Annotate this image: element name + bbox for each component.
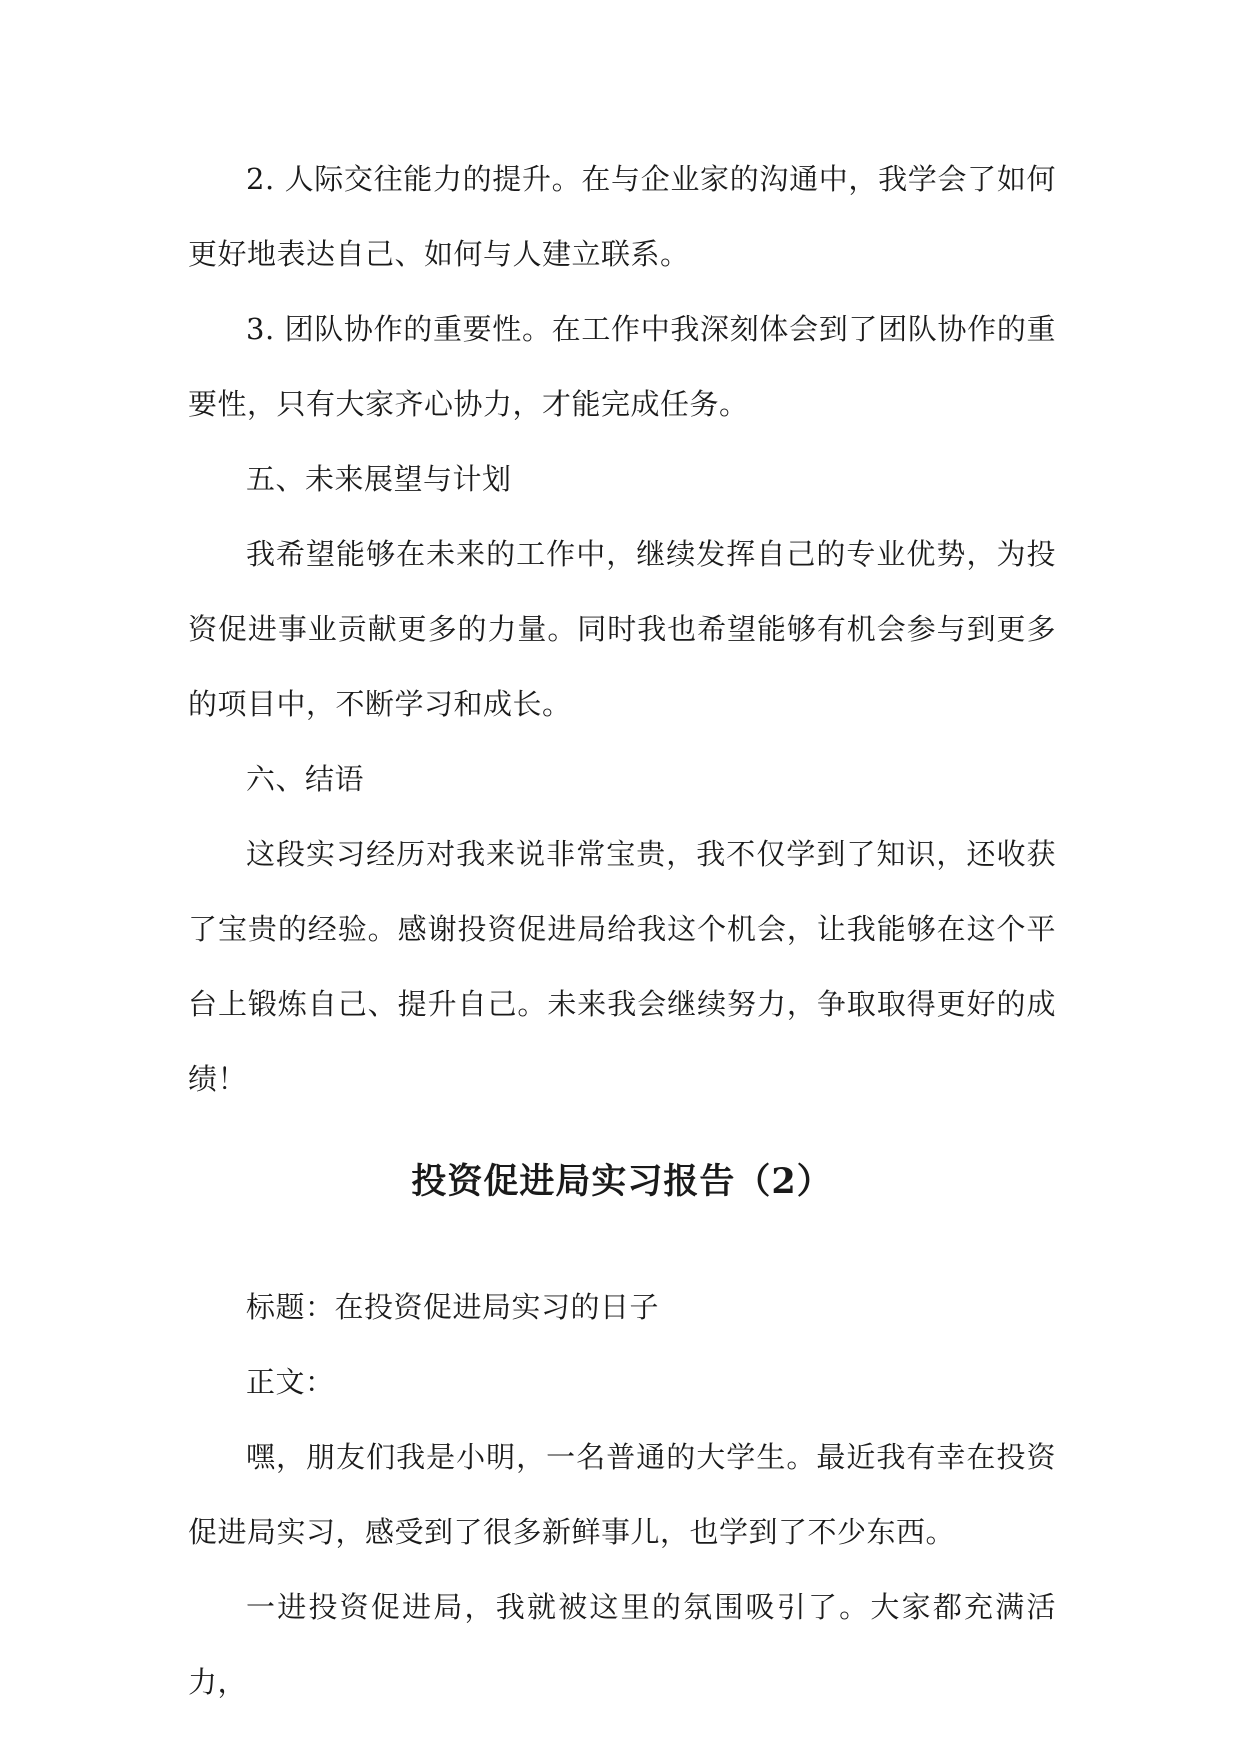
paragraph-first-impression: 一进投资促进局，我就被这里的氛围吸引了。大家都充满活力， [188, 1590, 1056, 1699]
paragraph-conclusion: 这段实习经历对我来说非常宝贵，我不仅学到了知识，还收获了宝贵的经验。感谢投资促进局给我这个机会，让我能够在这个平台上锻炼自己、提升自己。未来我会继续努力，争取取得更好的成绩！ [188, 837, 1056, 1096]
document-body [188, 142, 1056, 1720]
paragraph-future-plans: 我希望能够在未来的工作中，继续发挥自己的专业优势，为投资促进事业贡献更多的力量。同时我也希望能够有机会参与到更多的项目中，不断学习和成长。 [188, 537, 1056, 721]
section-heading-conclusion: 六、结语 [246, 762, 365, 796]
paragraph-subtitle: 标题：在投资促进局实习的日子 [246, 1290, 660, 1324]
report-title: 投资促进局实习报告（2） [411, 1161, 833, 1202]
paragraph-body-label: 正文： [246, 1365, 335, 1399]
paragraph-interpersonal-skills: 2. 人际交往能力的提升。在与企业家的沟通中，我学会了如何更好地表达自己、如何与人建立联系。 [188, 162, 1056, 271]
section-heading-future-plans: 五、未来展望与计划 [246, 462, 512, 496]
paragraph-intro: 嘿，朋友们我是小明，一名普通的大学生。最近我有幸在投资促进局实习，感受到了很多新鲜事儿，也学到了不少东西。 [188, 1440, 1056, 1549]
paragraph-teamwork: 3. 团队协作的重要性。在工作中我深刻体会到了团队协作的重要性，只有大家齐心协力，才能完成任务。 [188, 312, 1056, 421]
